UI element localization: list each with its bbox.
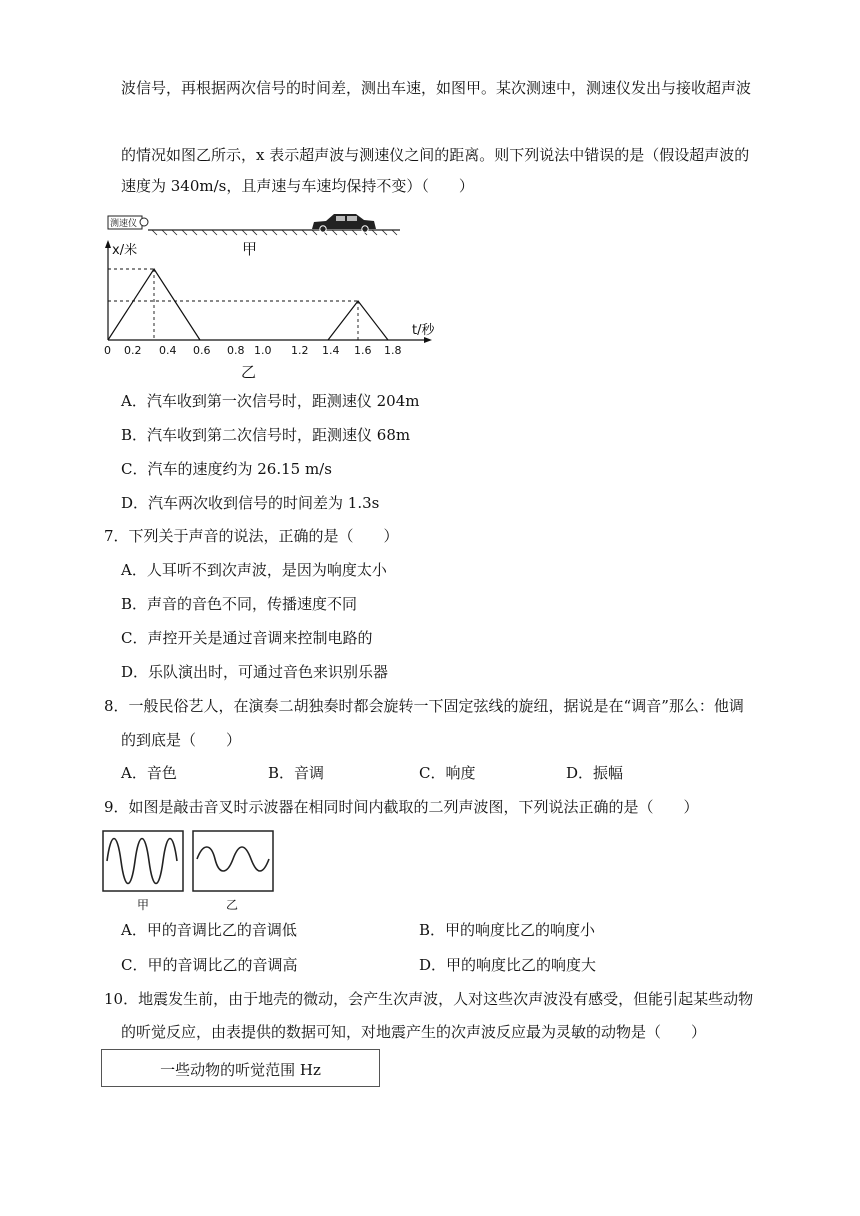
q6-stem-line-3: 速度为 340m/s，且声速与车速均保持不变）（ ） [121, 177, 474, 195]
x-tick-label: 0.6 [193, 344, 211, 357]
label-yi: 乙 [226, 898, 239, 912]
q9-option-b: B．甲的响度比乙的响度小 [419, 921, 596, 939]
sensor-icon [140, 218, 148, 226]
q7-stem: 7．下列关于声音的说法，正确的是（ ） [104, 527, 399, 545]
q8-option-d: D．振幅 [566, 764, 624, 782]
x-tick-label: 1.0 [254, 344, 272, 357]
x-tick-label: 1.6 [354, 344, 372, 357]
q6-figure [104, 210, 440, 382]
q6-stem-line-2: 的情况如图乙所示，x 表示超声波与测速仪之间的距离。则下列说法中错误的是（假设超声波的 [121, 146, 750, 164]
q9-figure [101, 829, 277, 914]
q9-option-a: A．甲的音调比乙的音调低 [121, 921, 297, 939]
q8-option-b: B．音调 [268, 764, 325, 782]
oscillogram-jia-frame [103, 831, 183, 891]
q6-option-b: B．汽车收到第二次信号时，距测速仪 68m [121, 426, 411, 444]
q9-option-c: C．甲的音调比乙的音调高 [121, 956, 298, 974]
road-hatch [152, 230, 397, 235]
q10-stem-line-2: 的听觉反应，由表提供的数据可知，对地震产生的次声波反应最为灵敏的动物是（ ） [121, 1023, 707, 1041]
y-axis-label: x/米 [112, 243, 138, 258]
q8-stem-line-2: 的到底是（ ） [121, 731, 242, 749]
x-tick-label: 1.2 [291, 344, 309, 357]
q7-option-c: C．声控开关是通过音调来控制电路的 [121, 629, 373, 647]
q8-stem-line-1: 8．一般民俗艺人，在演奏二胡独奏时都会旋转一下固定弦线的旋纽，据说是在“调音”那么：他调 [104, 697, 744, 715]
label-jia: 甲 [137, 898, 150, 912]
q10-stem-line-1: 10．地震发生前，由于地壳的微动，会产生次声波，人对这些次声波没有感受，但能引起某些动物 [104, 990, 754, 1008]
q8-option-c: C．响度 [419, 764, 476, 782]
x-tick-label: 0.2 [124, 344, 142, 357]
q6-option-a: A．汽车收到第一次信号时，距测速仪 204m [121, 392, 420, 410]
y-axis-arrow [105, 240, 111, 248]
q6-stem-line-1: 波信号，再根据两次信号的时间差，测出车速，如图甲。某次测速中，测速仪发出与接收超声波 [121, 79, 752, 97]
q7-option-a: A．人耳听不到次声波，是因为响度太小 [121, 561, 387, 579]
x-tick-label: 1.8 [384, 344, 402, 357]
x-axis-label: t/秒 [412, 323, 435, 338]
q9-option-d: D．甲的响度比乙的响度大 [419, 956, 597, 974]
q8-option-a: A．音色 [121, 764, 177, 782]
speed-meter-label: 测速仪 [110, 219, 138, 229]
figure-jia-caption: 甲 [242, 240, 258, 258]
x-tick-label: 0.4 [159, 344, 177, 357]
q6-option-d: D．汽车两次收到信号的时间差为 1.3s [121, 494, 380, 512]
q6-option-c: C．汽车的速度约为 26.15 m/s [121, 460, 332, 478]
hearing-range-table-header: 一些动物的听觉范围 Hz [160, 1061, 321, 1079]
q7-option-b: B．声音的音色不同，传播速度不同 [121, 595, 358, 613]
hearing-range-table [101, 1049, 380, 1087]
x-tick-label: 0.8 [227, 344, 245, 357]
x-tick-label: 0 [104, 344, 111, 357]
q9-stem: 9．如图是敲击音叉时示波器在相同时间内截取的二列声波图，下列说法正确的是（ ） [104, 798, 699, 816]
q7-option-d: D．乐队演出时，可通过音色来识别乐器 [121, 663, 389, 681]
figure-yi-caption: 乙 [241, 363, 257, 381]
x-tick-label: 1.4 [322, 344, 340, 357]
